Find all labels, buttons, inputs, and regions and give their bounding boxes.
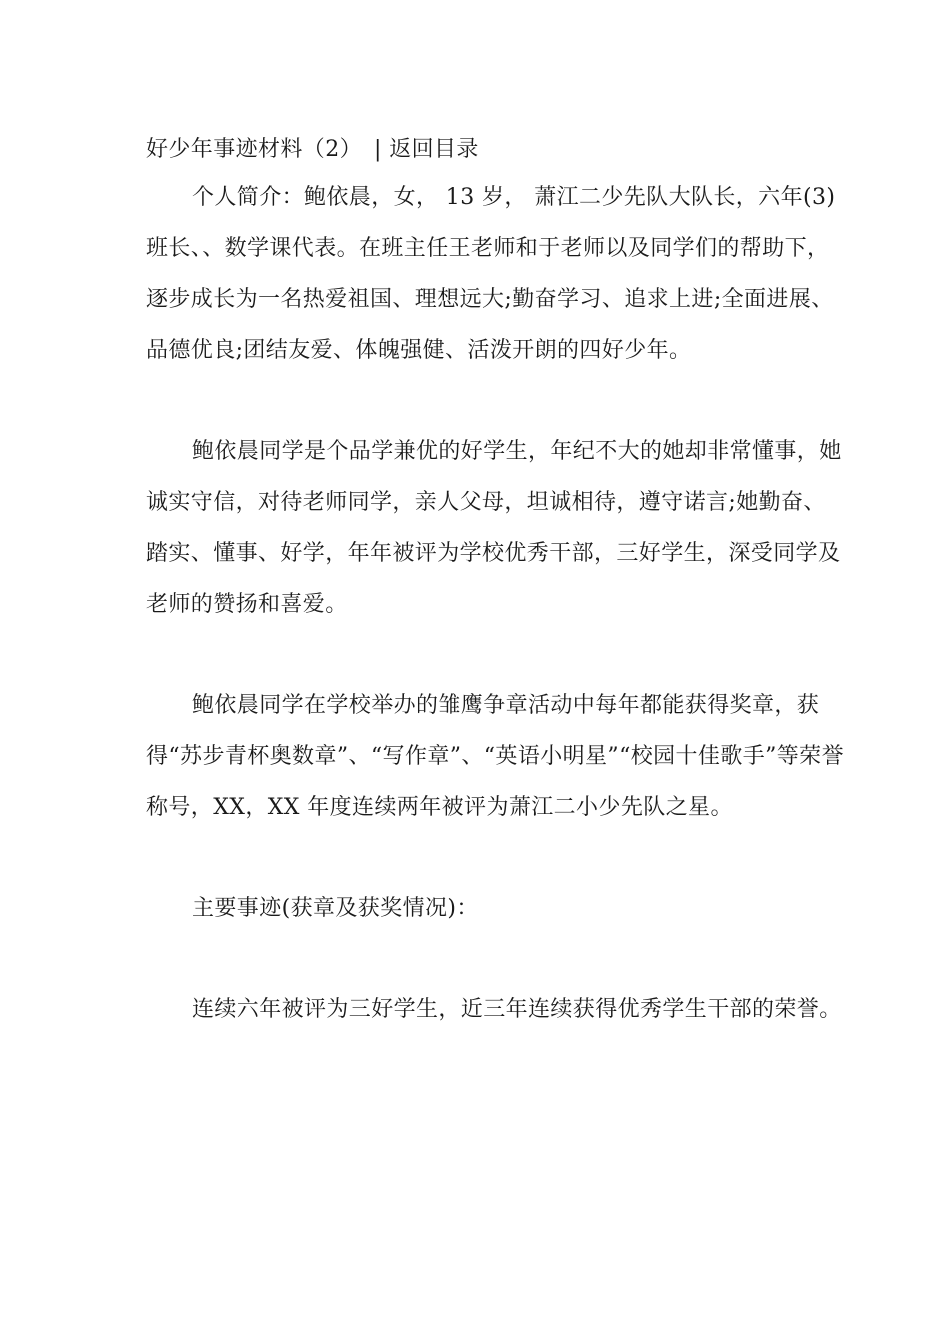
- section-heading-main-deeds: 主要事迹(获章及获奖情况)：: [192, 896, 479, 921]
- document-body: [146, 128, 846, 1035]
- title-text: 好少年事迹材料（2）: [146, 137, 362, 162]
- paragraph-intro: 个人简介：鲍依晨，女， 13 岁， 萧江二少先队大队长，六年(3)班长、、数学课代表。在班主任王老师和于老师以及同学们的帮助下，逐步成长为一名热爱祖国、理想远大;勤奋学习、追求上进;全面进展、品德优良;团结友爱、体魄强健、活泼开朗的四好少年。: [146, 185, 836, 363]
- paragraph-gap: [146, 376, 846, 426]
- paragraph-honors: 连续六年被评为三好学生，近三年连续获得优秀学生干部的荣誉。: [192, 997, 842, 1022]
- paragraph-gap: [146, 630, 846, 680]
- paragraph-awards: 鲍依晨同学在学校举办的雏鹰争章活动中每年都能获得奖章，获得“苏步青杯奥数章”、“写作章”、“英语小明星”“校园十佳歌手”等荣誉称号，XX，XX 年度连续两年被评为萧江二小少先队之星。: [146, 693, 844, 820]
- document-title: [146, 128, 846, 172]
- paragraph-gap: [146, 833, 846, 883]
- paragraph-character: 鲍依晨同学是个品学兼优的好学生，年纪不大的她却非常懂事，她诚实守信，对待老师同学，亲人父母，坦诚相待，遵守诺言;她勤奋、踏实、懂事、好学，年年被评为学校优秀干部，三好学生，深受同学及老师的赞扬和喜爱。: [146, 439, 842, 617]
- back-to-contents-link[interactable]: | 返回目录: [374, 137, 479, 162]
- paragraph-gap: [146, 934, 846, 984]
